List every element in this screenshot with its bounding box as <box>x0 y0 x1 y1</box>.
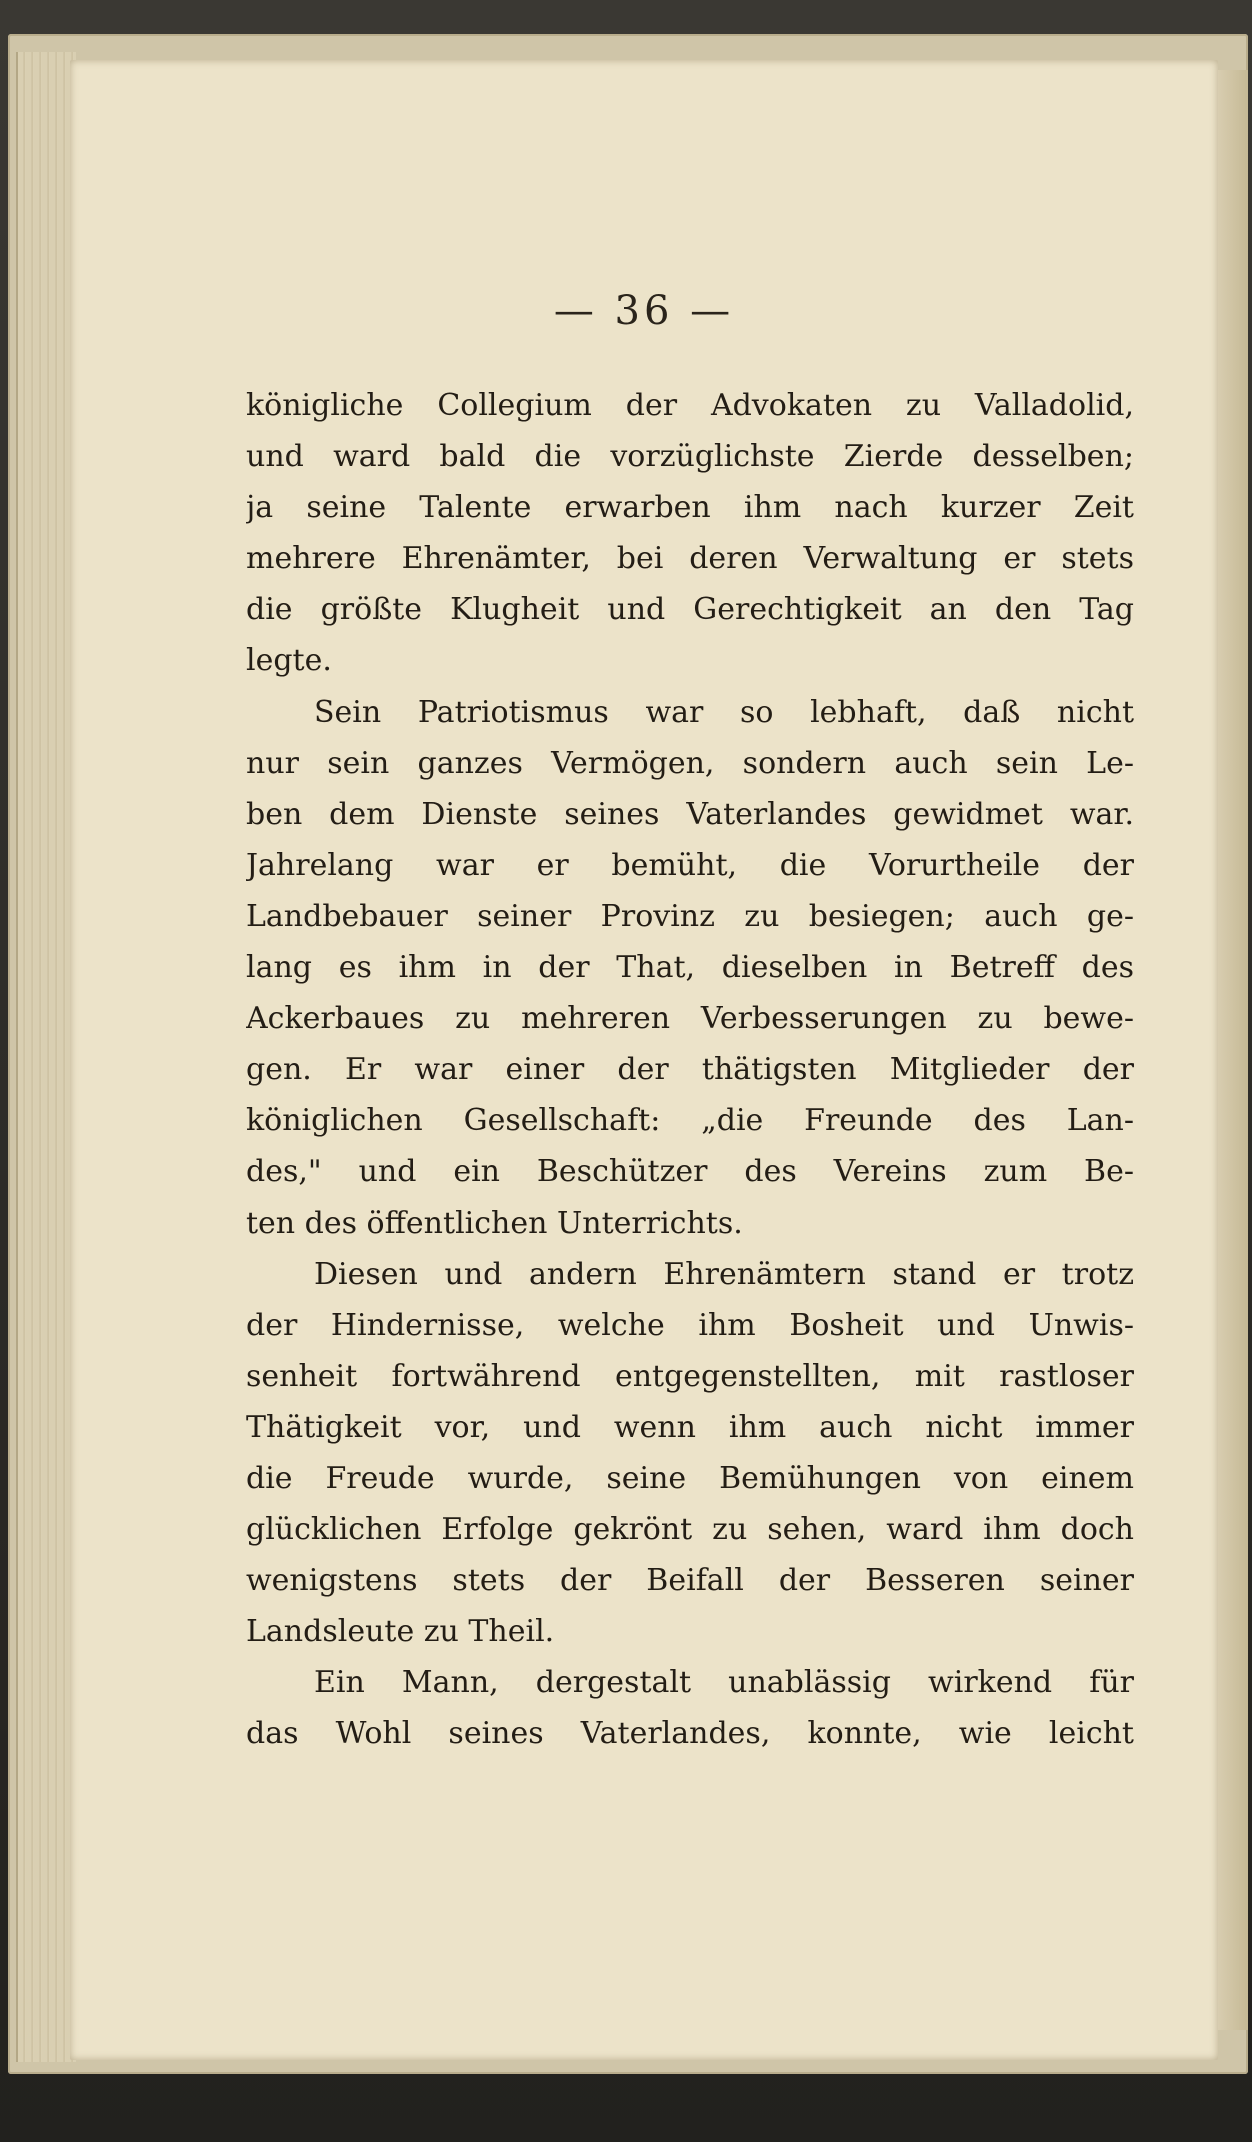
text-line: Landsleute zu Theil. <box>246 1614 555 1650</box>
text-line: die Freude wurde, seine Bemühungen von einem <box>246 1460 1134 1496</box>
text-line: Ein Mann, dergestalt unablässig wirkend für <box>314 1665 1134 1701</box>
text-line: der Hindernisse, welche ihm Bosheit und Unwis- <box>246 1307 1134 1343</box>
page-number: — 36 — <box>553 288 735 334</box>
body-text <box>246 380 1134 1760</box>
text-line: nur sein ganzes Vermögen, sondern auch sein Le- <box>246 745 1134 781</box>
page-edges <box>16 52 76 2062</box>
text-line: legte. <box>246 643 332 679</box>
text-line: senheit fortwährend entgegenstellten, mit rastloser <box>246 1358 1134 1394</box>
text-line: wenigstens stets der Beifall der Besseren seiner <box>246 1563 1134 1599</box>
text-line: des," und ein Beschützer des Vereins zum Be- <box>246 1154 1134 1190</box>
text-line: ben dem Dienste seines Vaterlandes gewidmet war. <box>246 796 1134 832</box>
text-line: Sein Patriotismus war so lebhaft, daß nicht <box>314 694 1134 730</box>
text-line: königliche Collegium der Advokaten zu Valladolid, <box>246 388 1134 423</box>
text-line: und ward bald die vorzüglichste Zierde desselben; <box>246 439 1134 475</box>
text-line: mehrere Ehrenämter, bei deren Verwaltung er stets <box>246 541 1134 577</box>
text-line: Jahrelang war er bemüht, die Vorurtheile der <box>246 847 1134 883</box>
text-line: ten des öffentlichen Unterrichts. <box>246 1205 743 1241</box>
text-line: die größte Klugheit und Gerechtigkeit an den Tag <box>246 592 1134 628</box>
text-line: königlichen Gesellschaft: „die Freunde des Lan- <box>246 1103 1134 1139</box>
text-line: Landbebauer seiner Provinz zu besiegen; auch ge- <box>246 898 1134 934</box>
text-line: das Wohl seines Vaterlandes, konnte, wie leicht <box>246 1716 1134 1752</box>
text-line: Thätigkeit vor, und wenn ihm auch nicht immer <box>246 1409 1134 1445</box>
text-line: Ackerbaues zu mehreren Verbesserungen zu bewe- <box>246 1001 1134 1037</box>
text-line: glücklichen Erfolge gekrönt zu sehen, ward ihm doch <box>246 1512 1134 1548</box>
text-line: Diesen und andern Ehrenämtern stand er trotz <box>314 1256 1134 1292</box>
right-leaf-edge <box>1218 70 1248 2030</box>
text-line: lang es ihm in der That, dieselben in Betreff des <box>246 950 1134 986</box>
text-line: ja seine Talente erwarben ihm nach kurzer Zeit <box>246 490 1134 526</box>
text-line: gen. Er war einer der thätigsten Mitglieder der <box>246 1052 1134 1088</box>
